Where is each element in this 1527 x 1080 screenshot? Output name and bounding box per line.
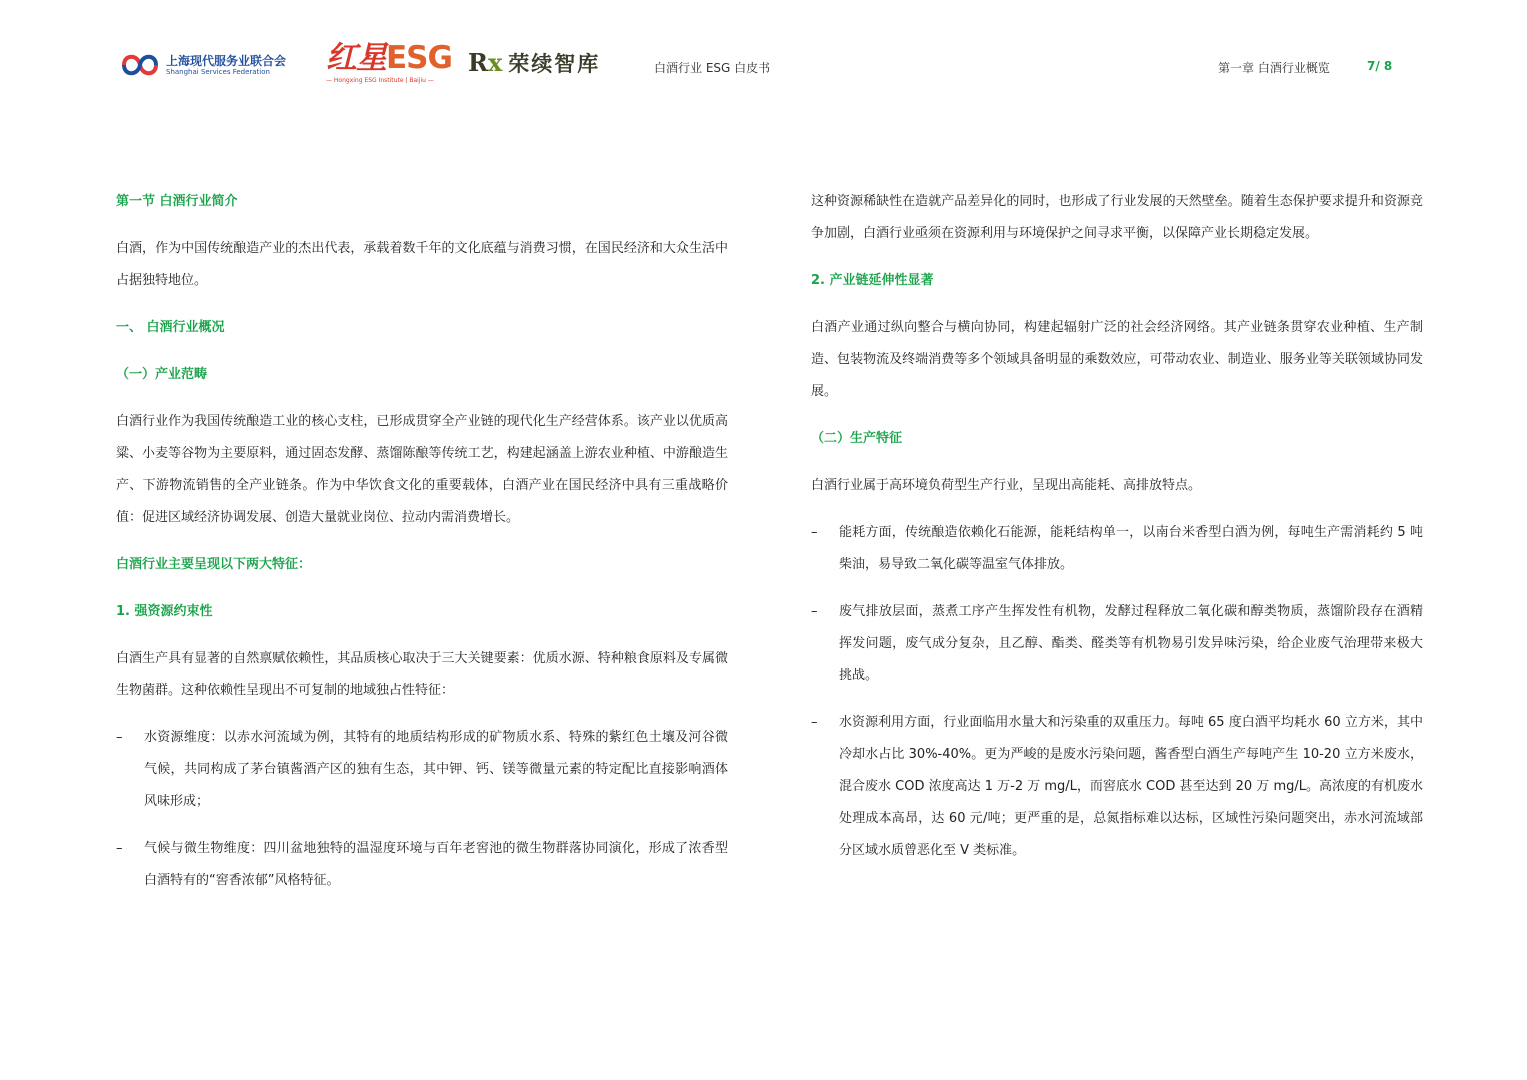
bullet-dash: – bbox=[116, 730, 123, 745]
resource-scarcity-paragraph: 这种资源稀缺性在造就产品差异化的同时，也形成了行业发展的天然壁垒。随着生态保护要求提升和资源竞争加剧，白酒行业亟须在资源利用与环境保护之间寻求平衡，以保障产业长期稳定发展。 bbox=[811, 194, 1423, 241]
list-item bbox=[116, 833, 728, 897]
list-item bbox=[811, 517, 1423, 581]
left-column bbox=[116, 186, 728, 912]
right-column bbox=[811, 186, 1423, 882]
section-heading: 第一节 白酒行业简介 bbox=[116, 194, 238, 209]
federation-name-cn: 上海现代服务业联合会 bbox=[166, 53, 287, 68]
page-header bbox=[0, 0, 1527, 110]
document-title: 白酒行业 ESG 白皮书 bbox=[654, 61, 771, 75]
bullet-dash: – bbox=[811, 604, 818, 619]
chapter-title: 第一章 白酒行业概览 bbox=[1218, 61, 1330, 75]
rongxu-logo-name: 荣续智库 bbox=[508, 52, 601, 76]
production-features-paragraph: 白酒行业属于高环境负荷型生产行业，呈现出高能耗、高排放特点。 bbox=[811, 478, 1202, 493]
page-number: 7/ 8 bbox=[1367, 59, 1393, 73]
bullet-text: 能耗方面，传统酿造依赖化石能源，能耗结构单一，以南台米香型白酒为例，每吨生产需消耗约 5 吨柴油，易导致二氧化碳等温室气体排放。 bbox=[839, 525, 1423, 572]
bullet-text: 废气排放层面，蒸煮工序产生挥发性有机物，发酵过程释放二氧化碳和醇类物质，蒸馏阶段存在酒精挥发问题，废气成分复杂，且乙醇、酯类、醛类等有机物易引发异味污染，给企业废气治理带来极大挑战。 bbox=[839, 604, 1423, 683]
industry-scope-paragraph: 白酒行业作为我国传统酿造工业的核心支柱，已形成贯穿全产业链的现代化生产经营体系。该产业以优质高粱、小麦等谷物为主要原料，通过固态发酵、蒸馏陈酿等传统工艺，构建起涵盖上游农业种植、中游酿造生产、下游物流销售的全产业链条。作为中华饮食文化的重要载体，白酒产业在国民经济中具有三重战略价值：促进区域经济协调发展、创造大量就业岗位、拉动内需消费增长。 bbox=[116, 414, 728, 525]
bullet-text: 水资源维度：以赤水河流域为例，其特有的地质结构形成的矿物质水系、特殊的紫红色土壤及河谷微气候，共同构成了茅台镇酱酒产区的独有生态，其中钾、钙、镁等微量元素的特定配比直接影响酒体风味形成； bbox=[144, 730, 728, 809]
list-item bbox=[811, 596, 1423, 692]
bullet-dash: – bbox=[116, 841, 123, 856]
hongxing-logo-main: 红星 bbox=[326, 40, 386, 76]
rongxu-think-tank-logo bbox=[468, 48, 600, 78]
heading-industry-overview: 一、 白酒行业概况 bbox=[116, 320, 225, 335]
bullet-text: 水资源利用方面，行业面临用水量大和污染重的双重压力。每吨 65 度白酒平均耗水 60 立方米，其中冷却水占比 30%-40%。更为严峻的是废水污染问题，酱香型白酒生产每吨产生 10-20 立方米废水，混合废水 COD 浓度高达 1 万-2 万 mg/L，而窖底水 COD 甚至达到 20 万 mg/L。高浓度的有机废水处理成本高昂，达 60 元/吨；更严重的是，总氮指标难以达标，区域性污染问题突出，赤水河流域部分区域水质曾恶化至 V 类标准。 bbox=[839, 715, 1423, 858]
heading-production-features: （二）生产特征 bbox=[811, 431, 903, 446]
list-item bbox=[811, 707, 1423, 867]
intro-paragraph: 白酒，作为中国传统酿造产业的杰出代表，承载着数千年的文化底蕴与消费习惯，在国民经济和大众生活中占据独特地位。 bbox=[116, 241, 728, 288]
list-item bbox=[116, 722, 728, 818]
hongxing-logo-esg: ESG bbox=[386, 40, 452, 76]
bullet-text: 气候与微生物维度：四川盆地独特的温湿度环境与百年老窖池的微生物群落协同演化，形成了浓香型白酒特有的“窖香浓郁”风格特征。 bbox=[144, 841, 728, 888]
federation-emblem-icon bbox=[120, 50, 160, 80]
resource-constraint-paragraph: 白酒生产具有显著的自然禀赋依赖性，其品质核心取决于三大关键要素：优质水源、特种粮食原料及专属微生物菌群。这种依赖性呈现出不可复制的地域独占性特征： bbox=[116, 651, 728, 698]
bullet-dash: – bbox=[811, 525, 818, 540]
hongxing-logo-subtitle: — Hongxing ESG Institute | Baijiu — bbox=[326, 77, 434, 84]
heading-industry-scope: （一）产业范畴 bbox=[116, 367, 208, 382]
heading-industry-chain: 2. 产业链延伸性显著 bbox=[811, 273, 934, 288]
heading-resource-constraint: 1. 强资源约束性 bbox=[116, 604, 213, 619]
hongxing-esg-logo bbox=[326, 40, 452, 85]
heading-two-features: 白酒行业主要呈现以下两大特征： bbox=[116, 557, 312, 572]
shanghai-services-federation-logo bbox=[120, 50, 286, 80]
rx-mark-icon: Rx bbox=[468, 48, 503, 77]
industry-chain-paragraph: 白酒产业通过纵向整合与横向协同，构建起辐射广泛的社会经济网络。其产业链条贯穿农业种植、生产制造、包装物流及终端消费等多个领域具备明显的乘数效应，可带动农业、制造业、服务业等关联领域协同发展。 bbox=[811, 320, 1423, 399]
federation-name-en: Shanghai Services Federation bbox=[166, 67, 270, 76]
bullet-dash: – bbox=[811, 715, 818, 730]
